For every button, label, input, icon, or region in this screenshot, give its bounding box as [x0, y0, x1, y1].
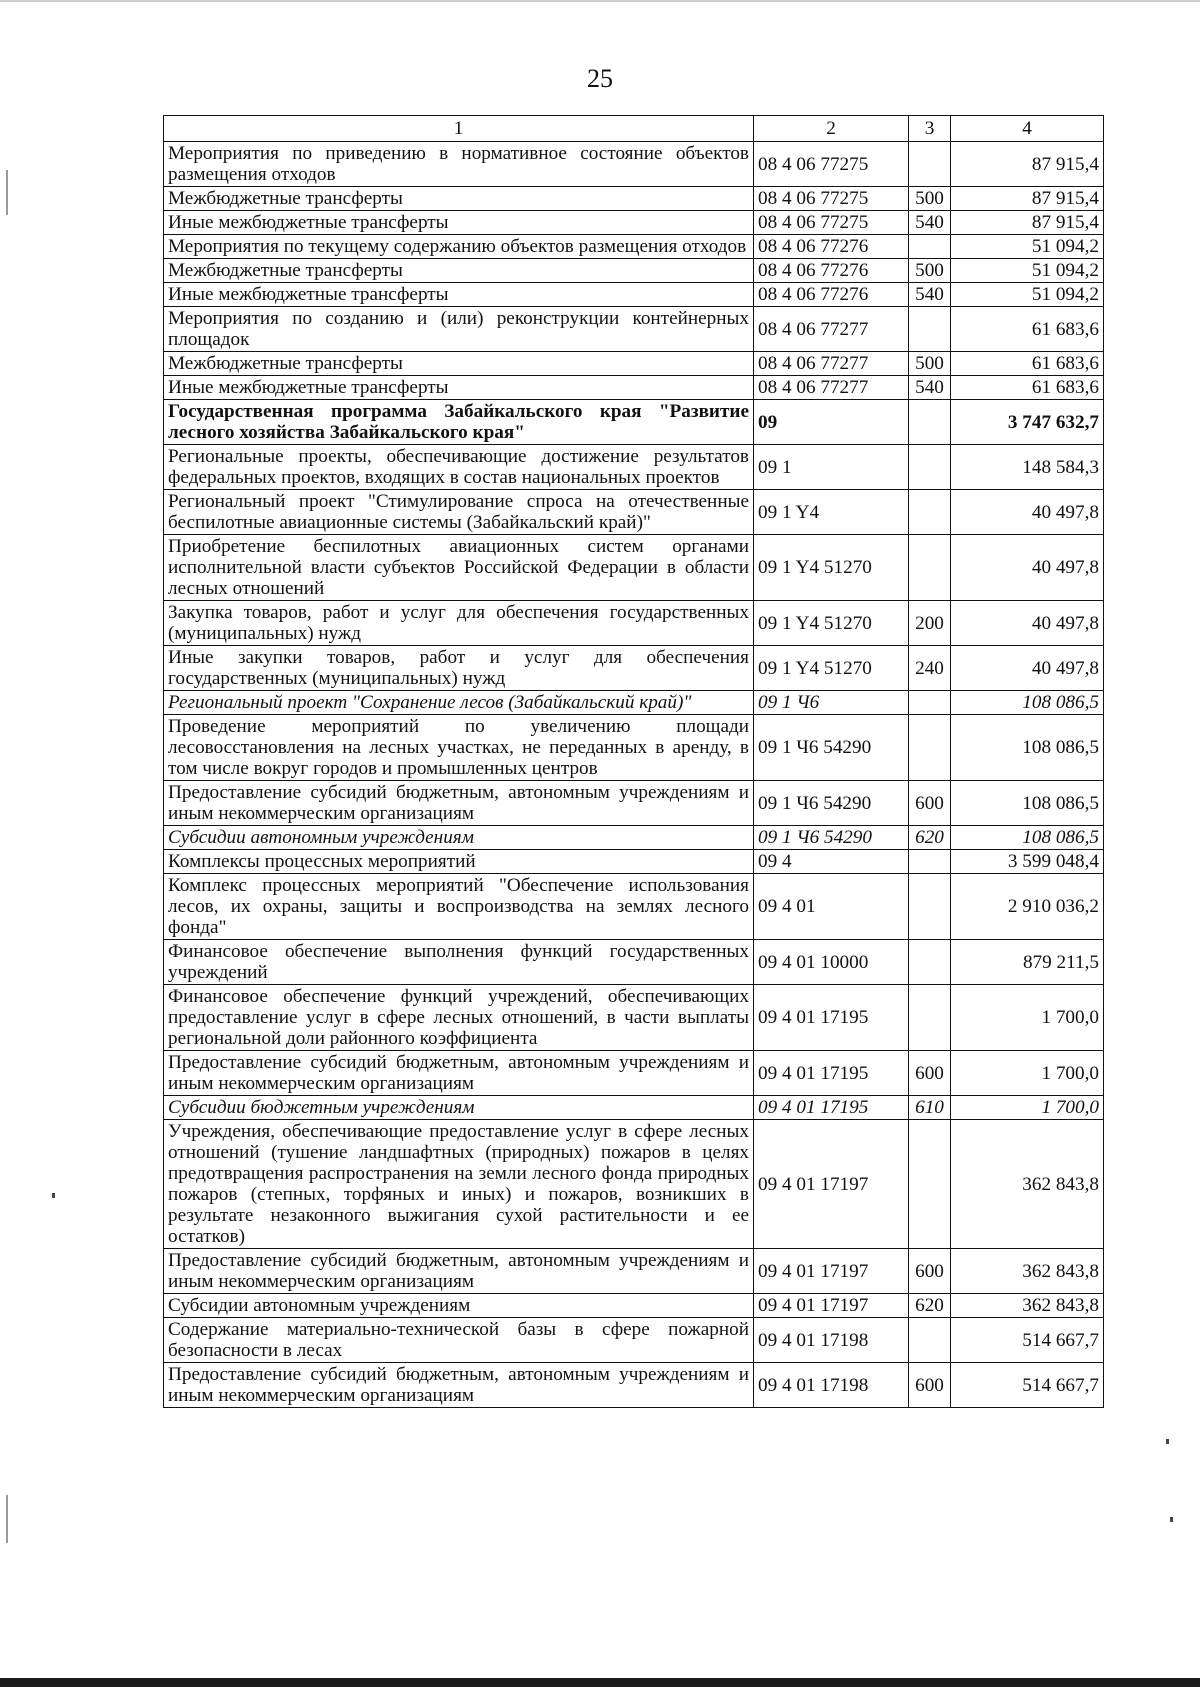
- row-expense-type-cell: [909, 715, 951, 781]
- row-amount-cell: 61 683,6: [951, 376, 1104, 400]
- row-expense-type-cell: 600: [909, 1051, 951, 1096]
- row-code-cell: 09 1: [754, 445, 909, 490]
- row-name-cell: Субсидии автономным учреждениям: [164, 826, 754, 850]
- row-amount-cell: 108 086,5: [951, 826, 1104, 850]
- row-code-cell: 09 4: [754, 850, 909, 874]
- row-amount-cell: 61 683,6: [951, 307, 1104, 352]
- row-code-cell: 09 1 Y4 51270: [754, 535, 909, 601]
- scan-margin-mark: [6, 170, 8, 215]
- row-name-cell: Учреждения, обеспечивающие предоставление услуг в сфере лесных отношений (тушение ландшафтных (природных) пожаров в целях предотвращения распространения на земли лесного фонда природных пожаров (степных, торфяных и иных) и пожаров, возникших в результате незаконного выжигания сухой растительности и ее остатков): [164, 1120, 754, 1249]
- row-expense-type-cell: 600: [909, 781, 951, 826]
- row-expense-type-cell: 200: [909, 601, 951, 646]
- table-body: [164, 142, 1104, 1408]
- row-amount-cell: 3 599 048,4: [951, 850, 1104, 874]
- row-expense-type-cell: 540: [909, 283, 951, 307]
- row-expense-type-cell: [909, 1318, 951, 1363]
- table-row: [164, 187, 1104, 211]
- table-row: [164, 211, 1104, 235]
- row-amount-cell: 51 094,2: [951, 259, 1104, 283]
- row-expense-type-cell: 620: [909, 1294, 951, 1318]
- row-code-cell: 09: [754, 400, 909, 445]
- row-name-cell: Финансовое обеспечение функций учреждений, обеспечивающих предоставление услуг в сфере лесных отношений, в части выплаты региональной доли районного коэффициента: [164, 985, 754, 1051]
- row-name-cell: Региональный проект "Сохранение лесов (Забайкальский край)": [164, 691, 754, 715]
- table-row: [164, 352, 1104, 376]
- row-code-cell: 09 4 01 17195: [754, 985, 909, 1051]
- row-name-cell: Предоставление субсидий бюджетным, автономным учреждениям и иным некоммерческим организациям: [164, 1051, 754, 1096]
- row-amount-cell: 2 910 036,2: [951, 874, 1104, 940]
- row-amount-cell: 87 915,4: [951, 142, 1104, 187]
- row-name-cell: Приобретение беспилотных авиационных систем органами исполнительной власти субъектов Российской Федерации в области лесных отношений: [164, 535, 754, 601]
- row-name-cell: Иные межбюджетные трансферты: [164, 376, 754, 400]
- row-code-cell: 09 4 01 17197: [754, 1249, 909, 1294]
- column-header-code: 2: [754, 116, 909, 142]
- page-number: 25: [587, 64, 613, 93]
- row-amount-cell: 40 497,8: [951, 535, 1104, 601]
- row-code-cell: 09 4 01 17195: [754, 1096, 909, 1120]
- table-row: [164, 1363, 1104, 1408]
- row-code-cell: 08 4 06 77275: [754, 211, 909, 235]
- row-amount-cell: 362 843,8: [951, 1294, 1104, 1318]
- row-code-cell: 09 4 01 17197: [754, 1120, 909, 1249]
- table-row: [164, 985, 1104, 1051]
- row-code-cell: 09 4 01: [754, 874, 909, 940]
- row-name-cell: Иные межбюджетные трансферты: [164, 283, 754, 307]
- row-code-cell: 09 1 Ч6 54290: [754, 781, 909, 826]
- row-name-cell: Межбюджетные трансферты: [164, 259, 754, 283]
- row-name-cell: Субсидии автономным учреждениям: [164, 1294, 754, 1318]
- row-name-cell: Мероприятия по приведению в нормативное состояние объектов размещения отходов: [164, 142, 754, 187]
- row-code-cell: 09 1 Y4 51270: [754, 601, 909, 646]
- table-row: [164, 259, 1104, 283]
- row-amount-cell: 148 584,3: [951, 445, 1104, 490]
- row-expense-type-cell: [909, 445, 951, 490]
- row-expense-type-cell: [909, 142, 951, 187]
- row-amount-cell: 87 915,4: [951, 187, 1104, 211]
- row-code-cell: 09 1 Y4: [754, 490, 909, 535]
- row-code-cell: 09 4 01 17198: [754, 1318, 909, 1363]
- row-expense-type-cell: [909, 940, 951, 985]
- row-name-cell: Межбюджетные трансферты: [164, 187, 754, 211]
- row-name-cell: Государственная программа Забайкальского края "Развитие лесного хозяйства Забайкальского края": [164, 400, 754, 445]
- row-code-cell: 09 4 01 17195: [754, 1051, 909, 1096]
- row-name-cell: Мероприятия по текущему содержанию объектов размещения отходов: [164, 235, 754, 259]
- table-row: [164, 142, 1104, 187]
- row-expense-type-cell: [909, 850, 951, 874]
- row-expense-type-cell: 500: [909, 352, 951, 376]
- row-name-cell: Финансовое обеспечение выполнения функций государственных учреждений: [164, 940, 754, 985]
- row-name-cell: Комплекс процессных мероприятий "Обеспечение использования лесов, их охраны, защиты и воспроизводства на землях лесного фонда": [164, 874, 754, 940]
- row-amount-cell: 87 915,4: [951, 211, 1104, 235]
- table-row: [164, 715, 1104, 781]
- row-code-cell: 09 1 Y4 51270: [754, 646, 909, 691]
- row-code-cell: 08 4 06 77277: [754, 352, 909, 376]
- row-expense-type-cell: [909, 490, 951, 535]
- row-name-cell: Региональные проекты, обеспечивающие достижение результатов федеральных проектов, входящих в состав национальных проектов: [164, 445, 754, 490]
- row-code-cell: 08 4 06 77275: [754, 187, 909, 211]
- row-name-cell: Проведение мероприятий по увеличению площади лесовосстановления на лесных участках, не переданных в аренду, в том числе вокруг городов и промышленных центров: [164, 715, 754, 781]
- table-row: [164, 850, 1104, 874]
- row-name-cell: Комплексы процессных мероприятий: [164, 850, 754, 874]
- budget-table: [163, 115, 1104, 1408]
- row-amount-cell: 108 086,5: [951, 691, 1104, 715]
- table-row: [164, 1120, 1104, 1249]
- row-expense-type-cell: [909, 400, 951, 445]
- row-code-cell: 09 1 Ч6: [754, 691, 909, 715]
- row-expense-type-cell: 600: [909, 1249, 951, 1294]
- table-row: [164, 646, 1104, 691]
- row-amount-cell: 514 667,7: [951, 1318, 1104, 1363]
- scan-top-edge: [0, 0, 1200, 2]
- row-expense-type-cell: 240: [909, 646, 951, 691]
- table-row: [164, 1294, 1104, 1318]
- row-amount-cell: 1 700,0: [951, 1096, 1104, 1120]
- row-name-cell: Мероприятия по созданию и (или) реконструкции контейнерных площадок: [164, 307, 754, 352]
- row-amount-cell: 514 667,7: [951, 1363, 1104, 1408]
- table-row: [164, 535, 1104, 601]
- row-amount-cell: 879 211,5: [951, 940, 1104, 985]
- row-amount-cell: 40 497,8: [951, 646, 1104, 691]
- table-row: [164, 235, 1104, 259]
- row-expense-type-cell: 600: [909, 1363, 951, 1408]
- row-amount-cell: 61 683,6: [951, 352, 1104, 376]
- row-code-cell: 09 1 Ч6 54290: [754, 826, 909, 850]
- row-name-cell: Предоставление субсидий бюджетным, автономным учреждениям и иным некоммерческим организациям: [164, 1363, 754, 1408]
- row-expense-type-cell: 500: [909, 259, 951, 283]
- scan-bottom-edge: [0, 1678, 1200, 1687]
- row-expense-type-cell: [909, 235, 951, 259]
- row-name-cell: Иные межбюджетные трансферты: [164, 211, 754, 235]
- row-name-cell: Иные закупки товаров, работ и услуг для обеспечения государственных (муниципальных) нужд: [164, 646, 754, 691]
- scan-speck: [1166, 1439, 1169, 1444]
- row-code-cell: 09 4 01 10000: [754, 940, 909, 985]
- table-row: [164, 691, 1104, 715]
- row-expense-type-cell: 540: [909, 376, 951, 400]
- column-header-amount: 4: [951, 116, 1104, 142]
- table-row: [164, 307, 1104, 352]
- row-name-cell: Предоставление субсидий бюджетным, автономным учреждениям и иным некоммерческим организациям: [164, 781, 754, 826]
- row-code-cell: 09 4 01 17198: [754, 1363, 909, 1408]
- row-code-cell: 08 4 06 77277: [754, 307, 909, 352]
- row-amount-cell: 51 094,2: [951, 283, 1104, 307]
- row-expense-type-cell: [909, 535, 951, 601]
- row-code-cell: 08 4 06 77276: [754, 283, 909, 307]
- table-row: [164, 601, 1104, 646]
- row-amount-cell: 51 094,2: [951, 235, 1104, 259]
- scan-margin-mark: [6, 1495, 8, 1543]
- row-amount-cell: 1 700,0: [951, 1051, 1104, 1096]
- table-row: [164, 283, 1104, 307]
- row-name-cell: Содержание материально-технической базы в сфере пожарной безопасности в лесах: [164, 1318, 754, 1363]
- row-amount-cell: 3 747 632,7: [951, 400, 1104, 445]
- row-code-cell: 09 4 01 17197: [754, 1294, 909, 1318]
- row-name-cell: Региональный проект "Стимулирование спроса на отечественные беспилотные авиационные системы (Забайкальский край)": [164, 490, 754, 535]
- row-code-cell: 08 4 06 77277: [754, 376, 909, 400]
- row-amount-cell: 362 843,8: [951, 1120, 1104, 1249]
- table-row: [164, 826, 1104, 850]
- row-name-cell: Предоставление субсидий бюджетным, автономным учреждениям и иным некоммерческим организациям: [164, 1249, 754, 1294]
- row-code-cell: 08 4 06 77275: [754, 142, 909, 187]
- row-amount-cell: 40 497,8: [951, 601, 1104, 646]
- row-expense-type-cell: [909, 985, 951, 1051]
- table-row: [164, 490, 1104, 535]
- row-name-cell: Закупка товаров, работ и услуг для обеспечения государственных (муниципальных) нужд: [164, 601, 754, 646]
- table-row: [164, 1096, 1104, 1120]
- row-expense-type-cell: [909, 1120, 951, 1249]
- row-code-cell: 09 1 Ч6 54290: [754, 715, 909, 781]
- row-expense-type-cell: [909, 691, 951, 715]
- table-row: [164, 874, 1104, 940]
- scan-speck: [52, 1193, 55, 1198]
- scan-speck: [1170, 1517, 1173, 1522]
- table-row: [164, 400, 1104, 445]
- row-amount-cell: 362 843,8: [951, 1249, 1104, 1294]
- row-expense-type-cell: 620: [909, 826, 951, 850]
- header-row: [164, 116, 1104, 142]
- table-row: [164, 1249, 1104, 1294]
- row-expense-type-cell: [909, 307, 951, 352]
- column-header-name: 1: [164, 116, 754, 142]
- table-row: [164, 445, 1104, 490]
- row-expense-type-cell: 500: [909, 187, 951, 211]
- table-row: [164, 781, 1104, 826]
- row-amount-cell: 108 086,5: [951, 781, 1104, 826]
- row-name-cell: Межбюджетные трансферты: [164, 352, 754, 376]
- table-row: [164, 1051, 1104, 1096]
- column-header-expense-type: 3: [909, 116, 951, 142]
- row-expense-type-cell: [909, 874, 951, 940]
- row-name-cell: Субсидии бюджетным учреждениям: [164, 1096, 754, 1120]
- row-expense-type-cell: 540: [909, 211, 951, 235]
- table-row: [164, 1318, 1104, 1363]
- table-row: [164, 376, 1104, 400]
- row-code-cell: 08 4 06 77276: [754, 259, 909, 283]
- row-expense-type-cell: 610: [909, 1096, 951, 1120]
- row-amount-cell: 108 086,5: [951, 715, 1104, 781]
- table-row: [164, 940, 1104, 985]
- row-amount-cell: 1 700,0: [951, 985, 1104, 1051]
- row-amount-cell: 40 497,8: [951, 490, 1104, 535]
- row-code-cell: 08 4 06 77276: [754, 235, 909, 259]
